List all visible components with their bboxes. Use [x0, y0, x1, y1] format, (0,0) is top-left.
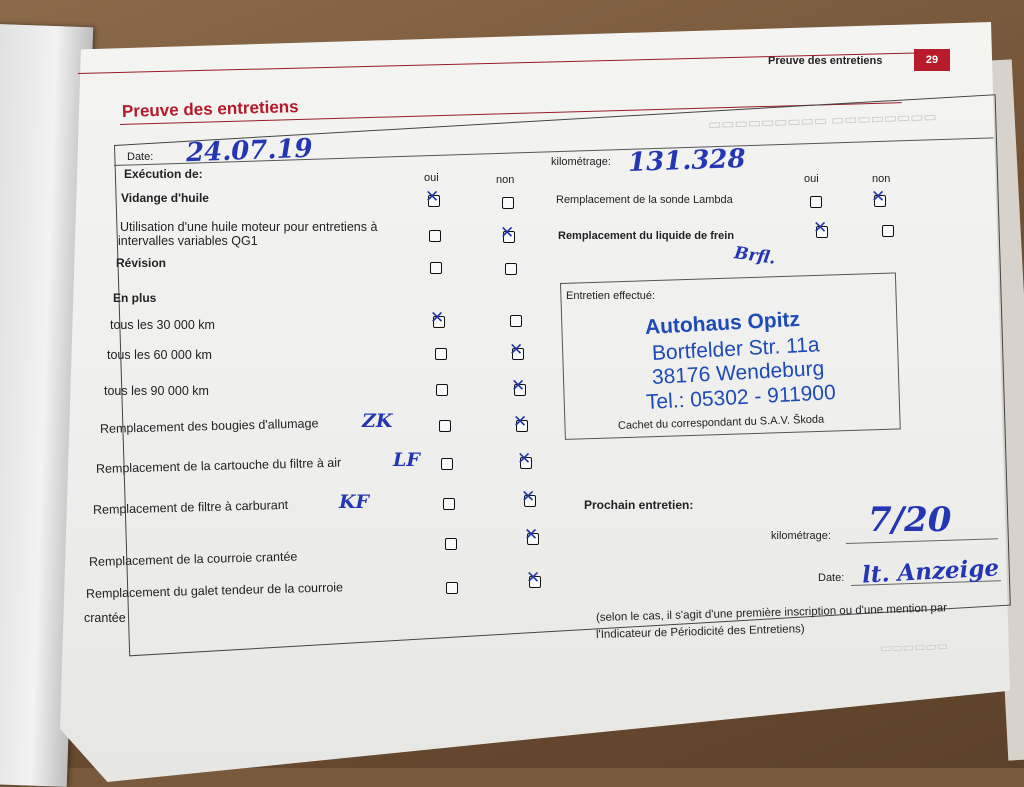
checkbox-yes[interactable]	[439, 420, 451, 432]
checkbox-no[interactable]	[514, 384, 526, 396]
item-label: tous les 60 000 km	[107, 348, 212, 362]
stamp-caption: Cachet du correspondant du S.A.V. Škoda	[617, 413, 825, 432]
col-yes-left: oui	[424, 172, 439, 184]
checkbox-yes[interactable]	[429, 230, 441, 242]
next-date-label: Date:	[818, 572, 845, 584]
mileage-label: kilométrage:	[551, 156, 611, 168]
stamp-line-city: 38176 Wendeburg	[651, 356, 825, 389]
item-label: tous les 90 000 km	[104, 384, 209, 398]
stamp-line-street: Bortfelder Str. 11a	[651, 333, 821, 365]
checkbox-yes[interactable]	[810, 196, 822, 208]
checkbox-yes[interactable]	[441, 458, 453, 470]
checkbox-no[interactable]	[524, 495, 536, 507]
footnote-cont: l'Indicateur de Périodicité des Entretiens)	[595, 623, 805, 641]
footnote: (selon le cas, il s'agit d'une première inscription ou d'une mention par	[595, 602, 948, 624]
handwritten-note: KF	[339, 491, 370, 513]
col-no-left: non	[496, 174, 515, 186]
section-title: Preuve des entretiens	[121, 97, 299, 121]
item-label: Remplacement du liquide de frein	[558, 230, 735, 242]
stamp-line-company: Autohaus Opitz	[644, 307, 801, 339]
item-label: Révision	[116, 256, 167, 270]
checkbox-yes[interactable]	[433, 316, 445, 328]
running-title: Preuve des entretiens	[768, 55, 883, 67]
checkbox-no[interactable]	[510, 315, 522, 327]
checkbox-yes[interactable]	[443, 498, 455, 510]
next-mileage-label: kilométrage:	[771, 530, 831, 542]
checkbox-no[interactable]	[529, 576, 541, 588]
col-yes-right: oui	[804, 173, 819, 185]
checkbox-yes[interactable]	[435, 348, 447, 360]
item-label-cont: intervalles variables QG1	[118, 234, 258, 248]
col-no-right: non	[872, 173, 891, 185]
execution-label: Exécution de:	[124, 167, 203, 181]
checkbox-no[interactable]	[505, 263, 517, 275]
checkbox-yes[interactable]	[446, 582, 458, 594]
item-label: Remplacement de la sonde Lambda	[556, 194, 733, 206]
en-plus-label: En plus	[113, 291, 157, 305]
checkbox-yes[interactable]	[445, 538, 457, 550]
checkbox-no[interactable]	[502, 197, 514, 209]
checkbox-no[interactable]	[516, 420, 528, 432]
show-through-text: ▭▭▭▭▭▭▭▭ ▭▭▭▭▭▭▭▭▭	[707, 108, 937, 132]
checkbox-yes[interactable]	[436, 384, 448, 396]
checkbox-no[interactable]	[512, 348, 524, 360]
item-label-cont: crantée	[84, 611, 126, 625]
item-label: Remplacement de la cartouche du filtre à air	[95, 455, 342, 476]
checkbox-no[interactable]	[882, 225, 894, 237]
checkbox-yes[interactable]	[428, 195, 440, 207]
stamp-box-label: Entretien effectué:	[566, 290, 656, 302]
checkbox-no[interactable]	[527, 533, 539, 545]
page-number: 29	[914, 49, 950, 71]
next-service-title: Prochain entretien:	[584, 498, 694, 512]
item-label: Remplacement de filtre à carburant	[92, 497, 289, 517]
item-label: Remplacement de la courroie crantée	[88, 549, 298, 569]
item-label: Remplacement des bougies d'allumage	[99, 416, 319, 436]
next-mileage-value[interactable]: 7/20	[868, 500, 952, 540]
date-value[interactable]: 24.07.19	[185, 133, 314, 169]
item-label: Remplacement du galet tendeur de la courroie	[85, 580, 344, 601]
checkbox-no[interactable]	[874, 195, 886, 207]
date-label: Date:	[127, 151, 154, 163]
checkbox-yes[interactable]	[816, 226, 828, 238]
item-label: Utilisation d'une huile moteur pour entretiens à	[120, 220, 378, 234]
next-date-value[interactable]: lt. Anzeige	[861, 554, 1000, 589]
handwritten-note: ZK	[362, 410, 393, 432]
mileage-value[interactable]: 131.328	[627, 143, 747, 179]
checkbox-yes[interactable]	[430, 262, 442, 274]
stamp-line-phone: Tel.: 05302 - 911900	[645, 381, 837, 414]
checkbox-no[interactable]	[520, 457, 532, 469]
handwritten-note: LF	[393, 449, 420, 471]
handwritten-note: Brfl.	[732, 243, 777, 269]
show-through-text: ▭▭▭▭▭▭	[879, 638, 949, 656]
checkbox-no[interactable]	[503, 231, 515, 243]
item-label: Vidange d'huile	[121, 191, 209, 205]
item-label: tous les 30 000 km	[110, 318, 215, 332]
